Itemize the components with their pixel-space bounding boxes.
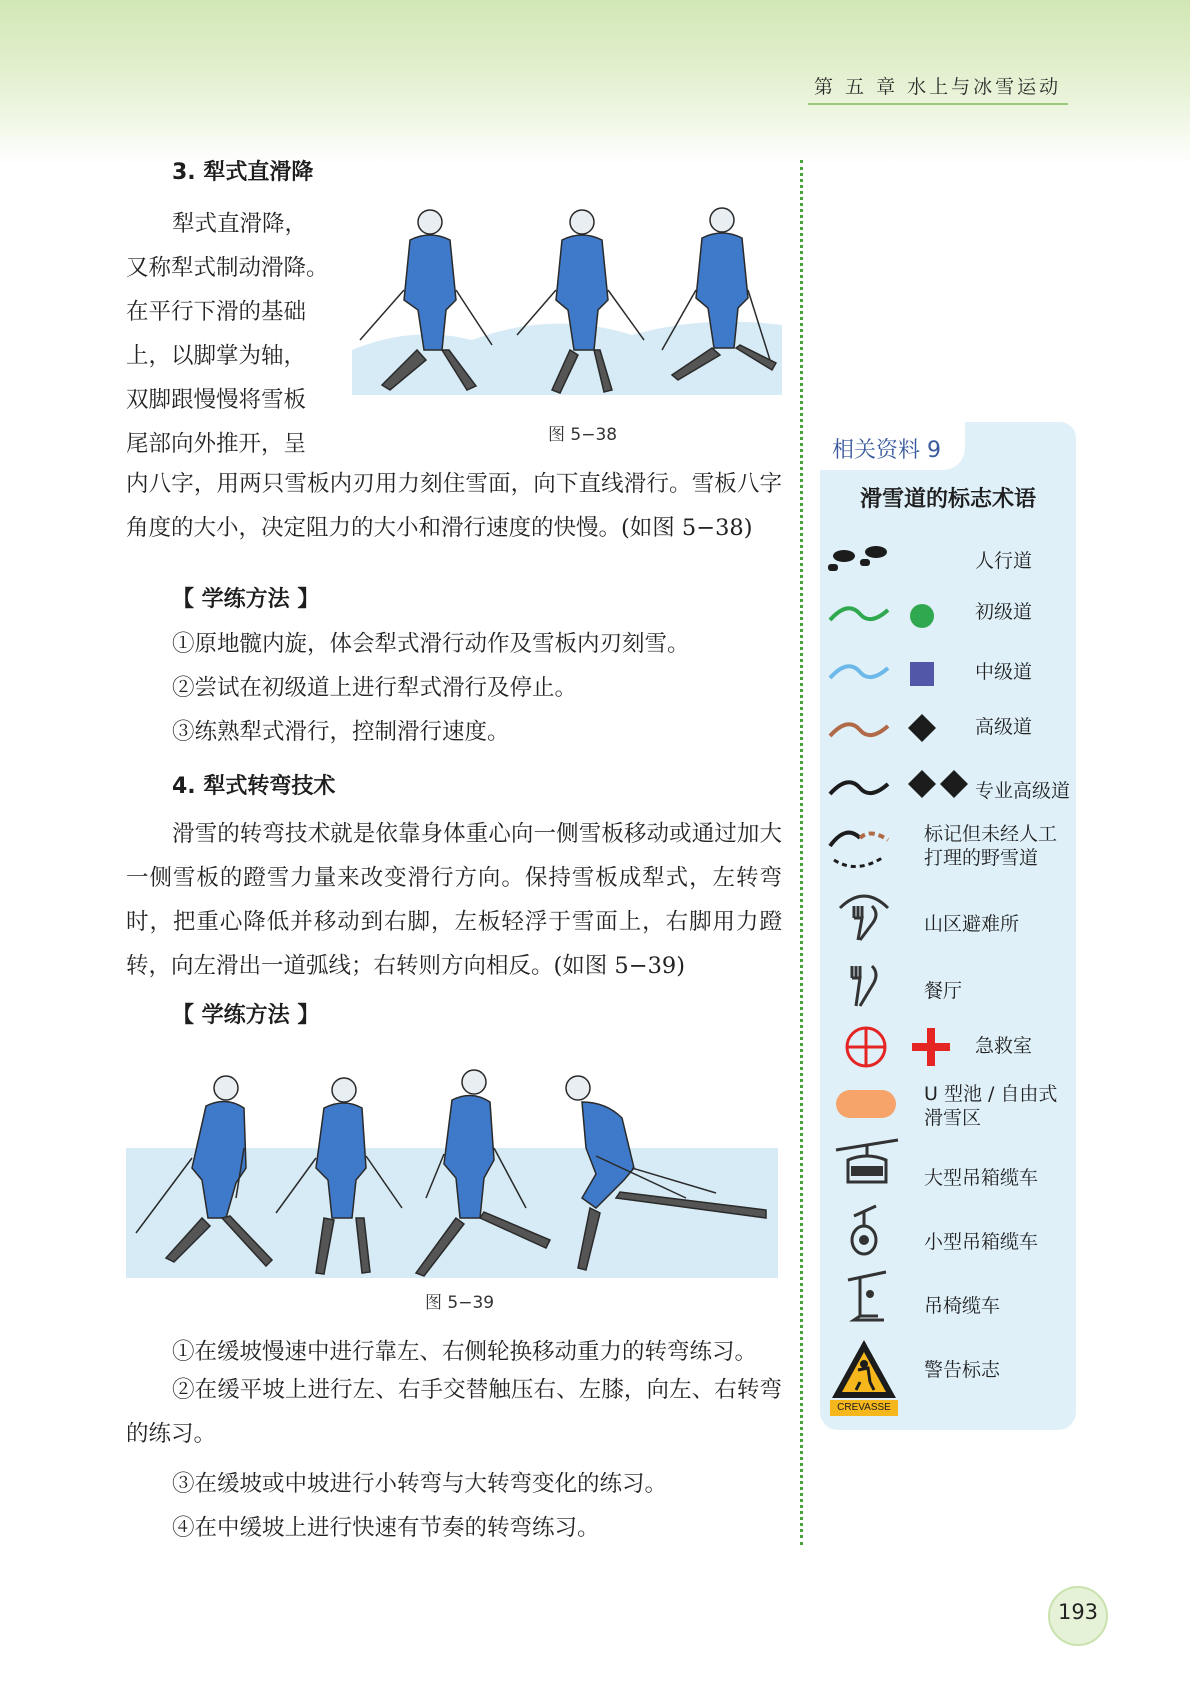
sidebar-title: 滑雪道的标志术语 (859, 487, 1036, 512)
legend-label-small-cabin: 小型吊箱缆车 (924, 1231, 1039, 1253)
legend-label-chairlift: 吊椅缆车 (924, 1295, 1001, 1317)
green-circle-icon (826, 598, 936, 634)
figure-5-39 (126, 1068, 778, 1278)
legend-label-halfpipe: U 型池 / 自由式滑雪区 (924, 1083, 1058, 1129)
section-3-line-3: 在平行下滑的基础 (126, 299, 307, 325)
fork-knife-icon (846, 962, 886, 1010)
legend-label-gondola: 大型吊箱缆车 (924, 1167, 1039, 1189)
chapter-title: 第 五 章 水上与冰雪运动 (814, 76, 1062, 98)
double-black-diamond-icon (826, 766, 976, 806)
figure-5-39-caption: 图 5−39 (425, 1293, 495, 1313)
legend-label-expert: 专业高级道 (975, 780, 1071, 802)
section-3-line-1: 犁式直滑降， (172, 211, 308, 237)
crevasse-label: CREVASSE (830, 1400, 898, 1416)
footprints-icon (826, 542, 896, 578)
section-3-paragraph: 内八字，用两只雪板内刃用力刻住雪面，向下直线滑行。雪板八字角度的大小，决定阻力的大小和滑行速度的快慢。(如图 5−38) (126, 471, 782, 541)
legend-label-beginner: 初级道 (975, 601, 1033, 623)
black-diamond-icon (826, 710, 936, 750)
legend-label-pedestrian: 人行道 (975, 550, 1033, 572)
legend-label-warning: 警告标志 (924, 1359, 1001, 1381)
sidebar-tab-label: 相关资料 9 (832, 438, 941, 463)
gondola-icon (834, 1138, 900, 1190)
legend-label-intermediate: 中级道 (975, 661, 1033, 683)
small-cabin-icon (846, 1204, 886, 1256)
mountain-hut-icon (836, 888, 892, 944)
section-4-practice-3: ③在缓坡或中坡进行小转弯与大转弯变化的练习。 (172, 1471, 668, 1497)
dashed-trail-icon (826, 824, 896, 872)
section-3-line-2: 又称犁式制动滑降。 (126, 255, 329, 281)
legend-label-shelter: 山区避难所 (924, 913, 1020, 935)
section-3-practice-heading: 【 学练方法 】 (172, 587, 320, 612)
warning-sign-icon (830, 1338, 898, 1416)
figure-5-38 (352, 200, 782, 410)
chairlift-icon (844, 1270, 890, 1324)
legend-label-first-aid: 急救室 (975, 1035, 1033, 1057)
section-4-practice-4: ④在中缓坡上进行快速有节奏的转弯练习。 (172, 1515, 600, 1541)
section-3-practice-1: ①原地髋内旋，体会犁式滑行动作及雪板内刃刻雪。 (172, 631, 690, 657)
section-4-title: 4. 犁式转弯技术 (172, 774, 336, 799)
header-underline (808, 103, 1068, 105)
first-aid-icon (843, 1024, 953, 1070)
figure-5-38-caption: 图 5−38 (548, 425, 618, 445)
section-4-paragraph: 滑雪的转弯技术就是依靠身体重心向一侧雪板移动或通过加大一侧雪板的蹬雪力量来改变滑行方向。保持雪板成犁式，左转弯时，把重心降低并移动到右脚，左板轻浮于雪面上，右脚用力蹬转，向左滑出一道弧线；右转则方向相反。(如图 5−39) (126, 821, 782, 979)
section-3-line-5: 双脚跟慢慢将雪板 (126, 387, 307, 413)
section-4-practice-1: ①在缓坡慢速中进行靠左、右侧轮换移动重力的转弯练习。 (172, 1339, 758, 1365)
section-3-line-4: 上，以脚掌为轴， (126, 343, 307, 369)
legend-label-restaurant: 餐厅 (924, 980, 963, 1002)
section-3-practice-2: ②尝试在初级道上进行犁式滑行及停止。 (172, 675, 578, 701)
legend-label-offpiste: 标记但未经人工打理的野雪道 (924, 823, 1058, 869)
section-3-title: 3. 犁式直滑降 (172, 160, 314, 185)
blue-square-icon (826, 656, 936, 692)
page-number: 193 (1057, 1600, 1099, 1624)
halfpipe-icon (834, 1088, 900, 1120)
legend-label-advanced: 高级道 (975, 716, 1033, 738)
section-4-practice-2: ②在缓平坡上进行左、右手交替触压右、左膝，向左、右转弯的练习。 (126, 1377, 782, 1447)
column-divider (800, 160, 803, 1545)
section-3-line-6: 尾部向外推开，呈 (126, 431, 307, 457)
section-4-practice-heading: 【 学练方法 】 (172, 1003, 320, 1028)
section-3-practice-3: ③练熟犁式滑行，控制滑行速度。 (172, 719, 510, 745)
